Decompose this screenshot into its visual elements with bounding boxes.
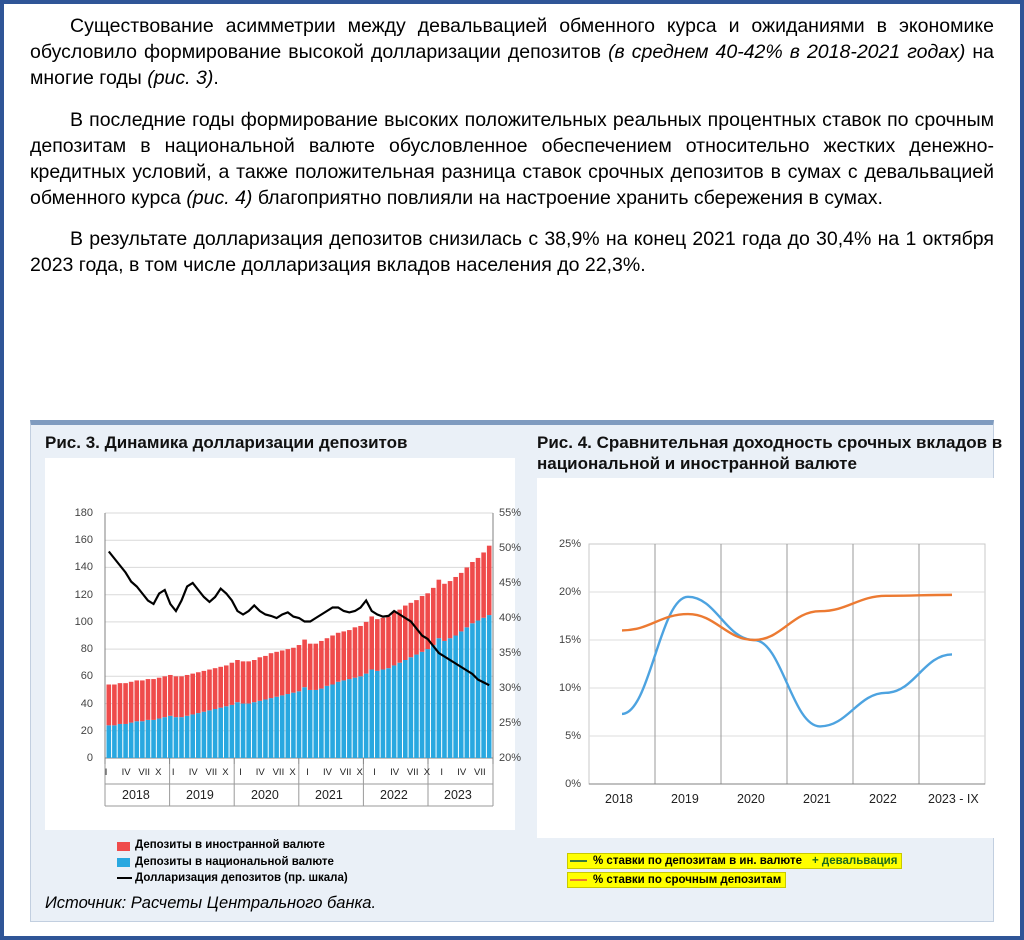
legend-label-dollarization: Долларизация депозитов (пр. шкала) (135, 871, 348, 884)
paragraph-2-run-3: благоприятно повлияли на настроение хранить сбережения в сумах. (252, 186, 883, 209)
f3-ytick-160: 160 (74, 533, 93, 546)
f3-month-tick: X (423, 766, 431, 778)
paragraph-1-run-4: (рис. 3) (147, 66, 214, 89)
text-body (4, 4, 1020, 279)
legend-dash-orange-icon (570, 879, 587, 881)
f3-ytick-120: 120 (74, 588, 93, 601)
legend-label-devaluation: + девальвация (811, 855, 898, 867)
legend-item-foreign-currency (117, 838, 348, 853)
legend-swatch-red (117, 842, 130, 851)
f3-y2tick-50: 50% (499, 541, 522, 554)
figure-4-chart (537, 478, 1007, 838)
figure-3-chart (45, 458, 522, 828)
f3-ytick-80: 80 (80, 642, 93, 655)
f3-year-2020: 2020 (251, 787, 279, 802)
f3-month-tick: IV (121, 766, 131, 778)
f3-ytick-20: 20 (80, 724, 93, 737)
f3-month-tick: I (373, 766, 376, 778)
f3-month-tick: I (440, 766, 444, 778)
figure-4-title: Рис. 4. Сравнительная доходность срочных вкладов в национальной и иностранной валюте (537, 433, 1003, 473)
f3-month-tick: X (222, 766, 229, 778)
paragraph-1-run-5: . (213, 66, 219, 89)
f3-month-tick: VII (474, 766, 486, 778)
f3-year-2018: 2018 (122, 787, 150, 802)
f4-ytick-0: 0% (565, 778, 581, 791)
f3-month-tick: IV (255, 766, 265, 778)
legend-swatch-blue (117, 858, 130, 867)
f3-ytick-60: 60 (80, 669, 93, 682)
f3-month-tick: VII (272, 766, 285, 778)
f3-ytick-0: 0 (86, 751, 93, 764)
f3-month-tick: I (306, 766, 309, 778)
figure-3-legend (117, 838, 348, 887)
f3-month-tick: IV (457, 766, 467, 778)
f4-ytick-25: 25% (558, 538, 581, 551)
figure-3 (31, 425, 523, 921)
legend-item-dollarization (117, 871, 348, 886)
paragraph-2-run-2: (рис. 4) (186, 186, 253, 209)
figure-4-legend (567, 853, 997, 891)
f4-xtick-2022: 2022 (869, 792, 897, 807)
f3-year-2022: 2022 (380, 787, 408, 802)
f3-ytick-140: 140 (74, 560, 93, 573)
f3-y2tick-30: 30% (499, 681, 522, 694)
paragraph-1 (30, 14, 994, 92)
f3-month-tick: X (289, 766, 296, 778)
legend-item-fx-rate-plus-devaluation (567, 853, 997, 869)
f3-y2tick-55: 55% (499, 506, 522, 519)
legend-label-national-currency: Депозиты в национальной валюте (135, 855, 334, 868)
legend-label-term-deposit-rate: % ставки по срочным депозитам (593, 874, 782, 886)
f3-ytick-180: 180 (74, 506, 93, 519)
legend-label-foreign-currency: Депозиты в иностранной валюте (135, 839, 325, 852)
f3-month-tick: X (356, 766, 363, 778)
f3-year-2019: 2019 (186, 787, 214, 802)
f3-y2tick-35: 35% (499, 646, 522, 659)
f3-month-tick: VII (339, 766, 352, 778)
figure-3-title: Рис. 3. Динамика долларизации депозитов (45, 433, 408, 452)
f3-month-tick: IV (323, 766, 332, 778)
legend-label-fx-deposit-rate: % ставки по депозитам в ин. валюте (593, 855, 802, 867)
paragraph-1-run-1: Существование асимметрии между девальвацией обменного курса и ожиданиями в экономике обусловило формирование высокой долларизации депозитов (30, 15, 994, 63)
f4-xtick-2020: 2020 (737, 792, 765, 807)
legend-swatch-line (117, 877, 132, 879)
f3-month-tick: VII (205, 766, 218, 778)
legend-highlight-1 (567, 853, 902, 869)
f3-y2tick-45: 45% (499, 576, 522, 589)
legend-highlight-2 (567, 872, 786, 888)
f4-ytick-15: 15% (558, 634, 581, 647)
f3-month-tick: VII (406, 766, 419, 778)
f4-xtick-2018: 2018 (605, 792, 633, 807)
paragraph-2 (30, 108, 994, 212)
f4-ytick-10: 10% (558, 682, 581, 695)
f3-month-tick: IV (390, 766, 400, 778)
f3-year-2021: 2021 (315, 787, 343, 802)
f3-month-tick: VII (138, 766, 151, 778)
f3-ytick-40: 40 (80, 697, 93, 710)
source-note: Источник: Расчеты Центрального банка. (45, 894, 377, 912)
f4-xtick-2019: 2019 (671, 792, 699, 807)
f4-ytick-5: 5% (565, 730, 581, 743)
f4-ytick-20: 20% (558, 586, 581, 599)
paragraph-1-run-3: на многие годы (30, 40, 994, 89)
figure-4 (523, 425, 1017, 921)
f3-y2tick-25: 25% (499, 716, 522, 729)
legend-item-term-deposit-rate (567, 872, 997, 888)
f3-year-2023: 2023 (444, 787, 472, 802)
legend-dash-green-icon (570, 860, 587, 862)
f3-month-tick: I (171, 766, 175, 778)
f4-xtick-2023: 2023 - IX (928, 792, 979, 807)
paragraph-3 (30, 227, 994, 279)
paragraph-2-run-1: В последние годы формирование высоких положительных реальных процентных ставок по срочным депозитам в национальной валюте обусловленное обеспечением относительно жестких денежно-кредитных условий, а также положительная разница ставок срочных депозитов в сумах с девальвацией обменного курса (30, 108, 994, 209)
f3-y2tick-40: 40% (499, 611, 522, 624)
figures-panel (30, 420, 1003, 922)
f4-xtick-2021: 2021 (803, 792, 831, 807)
f3-month-tick: X (155, 766, 162, 778)
f3-month-tick: I (104, 766, 108, 778)
paragraph-3-run-1: В результате долларизация депозитов снизилась с 38,9% на конец 2021 года до 30,4% на 1 октября 2023 года, в том числе долларизация вкладов населения до 22,3%. (30, 228, 994, 277)
paragraph-1-run-2: (в среднем 40-42% в 2018-2021 годах) (608, 40, 966, 63)
f3-ytick-100: 100 (74, 615, 93, 628)
f3-y2tick-20: 20% (499, 751, 522, 764)
f3-month-tick: IV (188, 766, 198, 778)
legend-item-national-currency (117, 855, 348, 870)
figure-4-svg (537, 478, 1007, 838)
f3-month-tick: I (239, 766, 242, 778)
